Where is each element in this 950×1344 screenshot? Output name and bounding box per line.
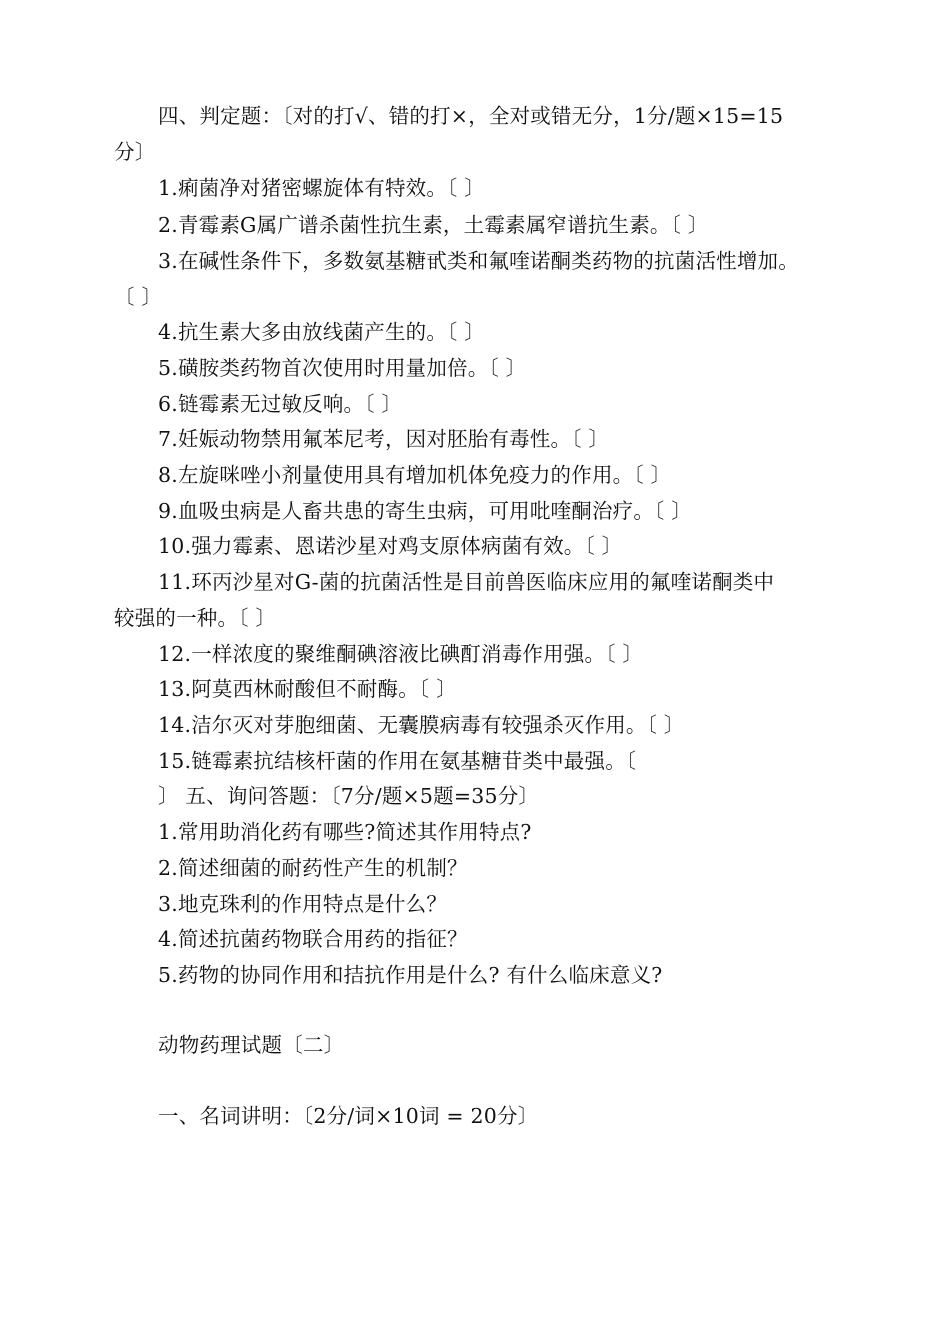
- section4-heading-cont: 分〕: [114, 140, 156, 164]
- qa-item-3: 3.地克珠利的作用特点是什么？: [158, 892, 448, 916]
- exam2-title: 动物药理试题〔二〕: [158, 1033, 345, 1057]
- qa-item-1: 1.常用助消化药有哪些?简述其作用特点?: [158, 820, 532, 844]
- judge-item-11: 11.环丙沙星对G-菌的抗菌活性是目前兽医临床应用的氟喹诺酮类中: [158, 570, 775, 594]
- judge-item-6: 6.链霉素无过敏反响。〔 〕: [158, 392, 403, 416]
- judge-item-3: 3.在碱性条件下，多数氨基糖甙类和氟喹诺酮类药物的抗菌活性增加。: [158, 249, 799, 273]
- judge-item-2: 2.青霉素G属广谱杀菌性抗生素，土霉素属窄谱抗生素。〔 〕: [158, 213, 709, 237]
- qa-item-5: 5.药物的协同作用和拮抗作用是什么? 有什么临床意义?: [158, 963, 663, 987]
- section4-heading: 四、判定题：〔对的打√、错的打×，全对或错无分，1分/题×15=15: [158, 104, 784, 128]
- judge-item-12: 12.一样浓度的聚维酮碘溶液比碘酊消毒作用强。〔 〕: [158, 642, 644, 666]
- judge-item-7: 7.妊娠动物禁用氟苯尼考，因对胚胎有毒性。〔 〕: [158, 427, 610, 451]
- judge-item-14: 14.洁尔灭对芽胞细菌、无囊膜病毒有较强杀灭作用。〔 〕: [158, 713, 685, 737]
- judge-item-15: 15.链霉素抗结核杆菌的作用在氨基糖苷类中最强。〔: [158, 749, 637, 773]
- judge-item-13: 13.阿莫西林耐酸但不耐酶。〔 〕: [158, 677, 457, 701]
- section5-heading: 〕 五、询问答题：〔7分/题×5题=35分〕: [158, 784, 540, 808]
- judge-item-9: 9.血吸虫病是人畜共患的寄生虫病，可用吡喹酮治疗。〔 〕: [158, 499, 692, 523]
- judge-item-5: 5.磺胺类药物首次使用时用量加倍。〔 〕: [158, 356, 527, 380]
- judge-item-4: 4.抗生素大多由放线菌产生的。〔 〕: [158, 320, 485, 344]
- judge-item-8: 8.左旋咪唑小剂量使用具有增加机体免疫力的作用。〔 〕: [158, 463, 672, 487]
- exam2-section1-heading: 一、名词讲明：〔2分/词×10词 = 20分〕: [158, 1104, 539, 1128]
- judge-item-1: 1.痢菌净对猪密螺旋体有特效。〔 〕: [158, 176, 485, 200]
- qa-item-4: 4.简述抗菌药物联合用药的指征？: [158, 927, 468, 951]
- judge-item-11-cont: 较强的一种。〔 〕: [114, 606, 277, 630]
- judge-item-10: 10.强力霉素、恩诺沙星对鸡支原体病菌有效。〔 〕: [158, 534, 623, 558]
- qa-item-2: 2.简述细菌的耐药性产生的机制？: [158, 856, 468, 880]
- judge-item-3-cont: 〔 〕: [114, 285, 163, 309]
